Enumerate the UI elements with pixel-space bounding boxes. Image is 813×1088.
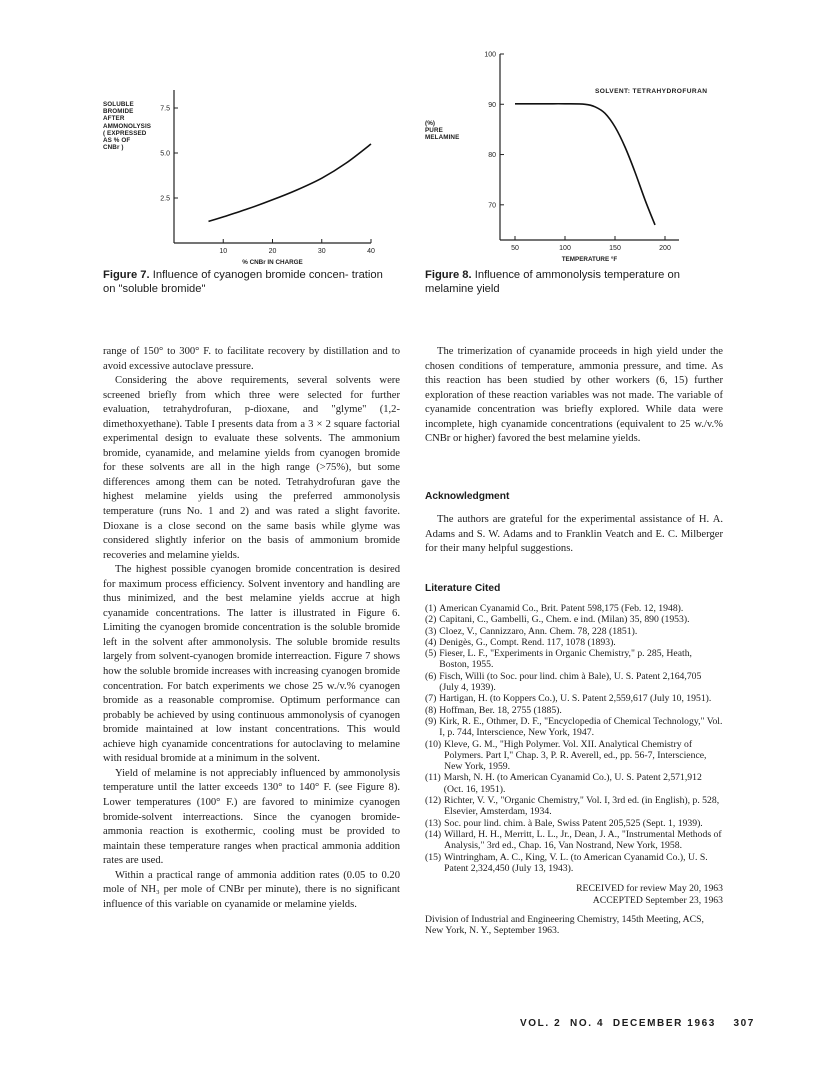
division-note-text: Division of Industrial and Engineering Chemistry, 145th Meeting, ACS, New York, N. Y., September 1963.	[425, 914, 704, 937]
x-tick-label: 20	[268, 248, 277, 255]
reference-number: (13)	[425, 817, 442, 829]
reference-number: (6)	[425, 670, 437, 682]
series-line	[209, 144, 372, 221]
y-tick-label: 2.5	[160, 195, 170, 203]
fig8-y-label-line: PURE	[425, 127, 443, 135]
figure-7-caption-text: Influence of cyanogen bromide concen- tration on "soluble bromide"	[103, 269, 383, 295]
reference-text: Willard, H. H., Merritt, L. L., Jr., Dean, J. A., "Instrumental Methods of Analysis," 3rd ed., Chap. 16, Van Nostrand, New York, 1958.	[444, 828, 722, 852]
reference-list	[425, 603, 723, 874]
reference-item	[425, 852, 723, 875]
reference-number: (15)	[425, 851, 442, 863]
reference-text: Hoffman, Ber. 18, 2755 (1885).	[439, 704, 562, 716]
fig7-y-label-line: CNBr )	[103, 144, 124, 152]
reference-text: Kirk, R. E., Othmer, D. F., "Encyclopedia of Chemical Technology," Vol. I, p. 744, Interscience, New York, 1947.	[439, 715, 723, 739]
y-tick-label: 70	[488, 202, 496, 210]
reference-item	[425, 626, 723, 637]
reference-text: Wintringham, A. C., King, V. L. (to American Cyanamid Co.), U. S. Patent 2,324,450 (July 13, 1943).	[444, 851, 708, 874]
reference-text: Kleve, G. M., "High Polymer. Vol. XII. Analytical Chemistry of Polymers. Part I," Chap. 3, P. R. Averell, ed., pp. 56-7, Interscience, New York, 1959.	[444, 738, 707, 773]
chart-annotation: SOLVENT: TETRAHYDROFURAN	[595, 88, 708, 95]
reference-text: Fisch, Willi (to Soc. pour lind. chim à Bale), U. S. Patent 2,164,705 (July 4, 1939).	[439, 670, 702, 694]
reference-item	[425, 603, 723, 614]
left-paragraph-5: Within a practical range of ammonia addition rates (0.05 to 0.20 mole of NH₃ per mole of CNBr per minute), there is no significant influence of this variable on cyanamide or melamine yields.	[103, 869, 400, 910]
reference-number: (3)	[425, 625, 437, 637]
reference-text: Denigès, G., Compt. Rend. 117, 1078 (1893).	[439, 636, 616, 648]
page-number: 307	[733, 1018, 755, 1029]
left-paragraph-1: range of 150° to 300° F. to facilitate recovery by distillation and to avoid excessive autoclave pressure.	[103, 346, 400, 372]
reference-item	[425, 671, 723, 694]
series-line	[515, 104, 655, 225]
left-paragraph-2: Considering the above requirements, several solvents were screened briefly from which three were selected for further evaluation, tetrahydrofuran, p-dioxane, and "glyme" (1,2-dimethoxyethane). Table I presents data from a 3 × 2 square factorial experimental design to evaluate these solvents. The ammonium bromide, cyanamide, and melamine yields from cyanogen bromide for these solvents are all in the high range (>75%), but some differences among them can be noted. Tetrahydrofuran gave the highest melamine yields using the preferred ammonolysis temperature (runs No. 1 and 2) and was rated a slight favorite. Dioxane is a close second on the same basis while glyme was considered slightly inferior on the basis of ammonium bromide recoveries and melamine yields.	[103, 375, 400, 561]
reference-text: Capitani, C., Gambelli, G., Chem. e ind. (Milan) 35, 890 (1953).	[439, 614, 690, 626]
journal-issue-info: VOL. 2 NO. 4 DECEMBER 1963	[520, 1018, 716, 1029]
figure-8-caption-text: Influence of ammonolysis temperature on melamine yield	[425, 269, 680, 295]
fig8-y-label-line: MELAMINE	[425, 134, 460, 142]
received-notice	[425, 883, 723, 906]
y-tick-label: 100	[484, 51, 496, 59]
reference-number: (14)	[425, 828, 442, 840]
x-tick-label: 40	[367, 248, 375, 255]
reference-item	[425, 829, 723, 852]
accepted-date: ACCEPTED September 23, 1963	[592, 894, 723, 906]
figure-7	[0, 0, 400, 300]
fig8-y-label-line: (%)	[425, 120, 436, 127]
reference-number: (1)	[425, 603, 437, 614]
figure-7-caption	[103, 268, 388, 296]
figure-8-caption-label: Figure 8.	[425, 269, 472, 281]
figure-8-chart	[400, 0, 813, 300]
fig7-y-label-line: SOLUBLE	[103, 101, 134, 108]
reference-item	[425, 818, 723, 829]
y-tick-label: 7.5	[160, 105, 170, 113]
left-paragraph-4: Yield of melamine is not appreciably influenced by ammonolysis temperature until the latter exceeds 130° to 140° F. (see Figure 8). Lower temperatures (100° F.) are favored to minimize cyanogen bromide-solvent interreactions. Since the cyanogen bromide-ammonia reaction is exothermic, cooling must be provided to maintain these temperature ranges when practical ammonia addition rates are used.	[103, 767, 400, 867]
reference-number: (7)	[425, 693, 437, 705]
reference-item	[425, 716, 723, 739]
reference-item	[425, 772, 723, 795]
acknowledgment-text: The authors are grateful for the experimental assistance of H. A. Adams and S. W. Adams and to Franklin Veatch and E. C. Milberger for their many helpful suggestions.	[425, 514, 723, 555]
figure-8-caption	[425, 268, 725, 296]
x-tick-label: 150	[609, 245, 621, 252]
figure-7-caption-label: Figure 7.	[103, 269, 150, 281]
x-axis-label: % CNBr IN CHARGE	[242, 259, 303, 266]
reference-item	[425, 705, 723, 716]
figure-7-chart	[0, 0, 400, 300]
x-tick-label: 30	[317, 248, 326, 255]
reference-text: Marsh, N. H. (to American Cyanamid Co.), U. S. Patent 2,571,912 (Oct. 16, 1951).	[443, 772, 702, 795]
reference-number: (10)	[425, 738, 442, 750]
right-paragraph-intro: The trimerization of cyanamide proceeds in high yield under the chosen conditions of temperature, ammonia pressure, and time. As this reaction has been studied by other workers (6, 15) further exploration of these reaction variables was not made. The variable of cyanamide concentration was briefly explored. While data were incomplete, high cyanamide concentrations (equivalent to 25 w./v.% CNBr or higher) favored the best melamine yields.	[425, 346, 723, 445]
reference-item	[425, 795, 723, 818]
reference-number: (2)	[425, 614, 437, 626]
page-footer	[520, 1018, 755, 1029]
reference-text: Fieser, L. F., "Experiments in Organic Chemistry," p. 285, Heath, Boston, 1955.	[439, 648, 692, 671]
x-tick-label: 10	[219, 248, 228, 255]
x-tick-label: 50	[511, 245, 519, 252]
reference-item	[425, 693, 723, 704]
reference-number: (5)	[425, 648, 437, 660]
left-paragraph-3: The highest possible cyanogen bromide concentration is desired for maximum process efficiency. Solvent inventory and handling are thus minimized, and the best melamine yields accrue at high cyanamide concentrations. The latter is illustrated in Figure 6. Limiting the cyanogen bromide concentration is the soluble bromide left in the solvent after ammonolysis. The soluble bromide results largely from solvent-cyanogen bromide interreaction. Figure 7 shows how the soluble bromide increases with increasing cyanogen bromide concentration. For batch experiments we chose 25 w./v.% cyanogen bromide as a reasonable compromise. Optimum performance can probably be achieved by using continuous ammonolysis of cyanogen bromide maintained at low instant concentrations. This would achieve high cyanamide concentrations for autoclaving to melamine with residual bromide at a minimum in the solvent.	[103, 564, 400, 765]
reference-text: Hartigan, H. (to Koppers Co.), U. S. Patent 2,559,617 (July 10, 1951).	[439, 693, 712, 705]
reference-number: (11)	[425, 772, 441, 784]
y-tick-label: 90	[488, 101, 496, 109]
right-column-intro	[425, 345, 723, 447]
reference-item	[425, 739, 723, 773]
figure-8	[400, 0, 813, 300]
reference-text: Soc. pour lind. chim. à Bale, Swiss Patent 205,525 (Sept. 1, 1939).	[444, 817, 703, 829]
reference-number: (9)	[425, 715, 437, 727]
reference-item	[425, 614, 723, 625]
x-axis-label: TEMPERATURE °F	[561, 256, 618, 263]
fig7-y-label-line: AFTER	[103, 115, 125, 123]
left-column	[103, 345, 400, 912]
literature-cited-heading: Literature Cited	[425, 583, 501, 594]
x-tick-label: 100	[559, 245, 571, 252]
y-tick-label: 80	[488, 152, 496, 160]
reference-number: (12)	[425, 795, 442, 807]
acknowledgment-body	[425, 513, 723, 557]
x-tick-label: 200	[659, 245, 671, 252]
received-date: RECEIVED for review May 20, 1963	[576, 883, 723, 894]
reference-item	[425, 637, 723, 648]
y-tick-label: 5.0	[160, 150, 170, 158]
reference-number: (8)	[425, 704, 437, 716]
fig7-y-label-line: BROMIDE	[103, 108, 134, 116]
fig7-y-label-line: AMMONOLYSIS	[103, 122, 152, 130]
reference-item	[425, 648, 723, 671]
reference-text: Richter, V. V., "Organic Chemistry," Vol. I, 3rd ed. (in English), p. 528, Elsevier, Amsterdam, 1934.	[444, 795, 720, 818]
reference-text: Cloez, V., Cannizzaro, Ann. Chem. 78, 228 (1851).	[439, 625, 638, 637]
fig7-y-label-line: ( EXPRESSED	[103, 129, 147, 137]
reference-number: (4)	[425, 636, 437, 648]
fig7-y-label-line: AS % OF	[103, 137, 131, 145]
division-note	[425, 914, 723, 937]
reference-text: American Cyanamid Co., Brit. Patent 598,175 (Feb. 12, 1948).	[439, 603, 684, 614]
acknowledgment-heading: Acknowledgment	[425, 491, 510, 502]
